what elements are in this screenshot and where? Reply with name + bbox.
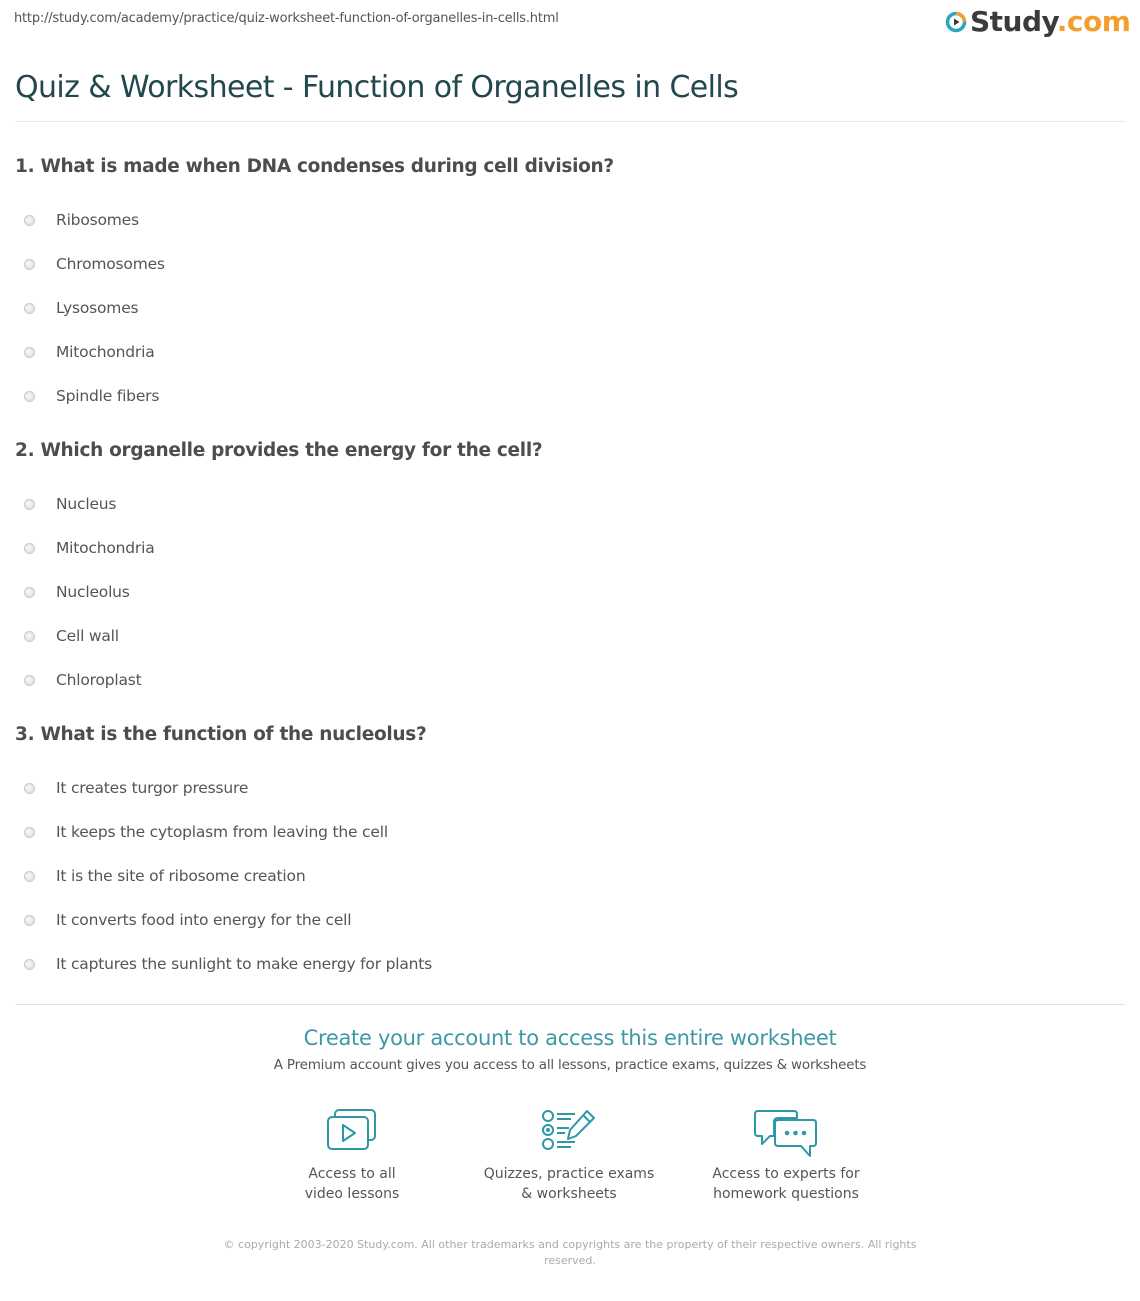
option-label: Chloroplast: [56, 671, 142, 689]
question-text: 3. What is the function of the nucleolus?: [15, 724, 427, 745]
feature-label: [686, 1164, 886, 1204]
option-label: Ribosomes: [56, 211, 139, 229]
feature-label: [252, 1164, 452, 1204]
answer-option[interactable]: [15, 242, 1115, 286]
answer-options: [15, 198, 1115, 418]
question-text: 1. What is made when DNA condenses during cell division?: [15, 156, 614, 177]
option-label: Nucleolus: [56, 583, 130, 601]
radio-button[interactable]: [24, 827, 35, 838]
radio-button[interactable]: [24, 499, 35, 510]
option-label: Chromosomes: [56, 255, 165, 273]
option-label: Nucleus: [56, 495, 117, 513]
answer-options: [15, 482, 1115, 702]
copyright-notice: © copyright 2003-2020 Study.com. All other trademarks and copyrights are the property of their respective owners. All rights reserved.: [223, 1238, 917, 1267]
answer-option[interactable]: [15, 898, 1115, 942]
feature-label-line: Access to all: [308, 1166, 396, 1182]
question-1: [15, 154, 1115, 418]
option-label: Lysosomes: [56, 299, 139, 317]
feature-label-line: homework questions: [713, 1186, 859, 1202]
play-circle-logo-icon: [945, 11, 967, 33]
radio-button[interactable]: [24, 543, 35, 554]
feature-label-line: video lessons: [304, 1186, 400, 1202]
radio-button[interactable]: [24, 959, 35, 970]
answer-option[interactable]: [15, 374, 1115, 418]
radio-button[interactable]: [24, 675, 35, 686]
study-logo[interactable]: [945, 5, 1131, 38]
radio-button[interactable]: [24, 303, 35, 314]
answer-option[interactable]: [15, 198, 1115, 242]
page-url: http://study.com/academy/practice/quiz-worksheet-function-of-organelles-in-cells.html: [14, 11, 559, 26]
create-account-link[interactable]: Create your account to access this entire worksheet: [303, 1026, 837, 1050]
radio-button[interactable]: [24, 215, 35, 226]
option-label: Mitochondria: [56, 539, 155, 557]
answer-option[interactable]: [15, 810, 1115, 854]
answer-option[interactable]: [15, 526, 1115, 570]
answer-options: [15, 766, 1115, 986]
radio-button[interactable]: [24, 631, 35, 642]
answer-option[interactable]: [15, 766, 1115, 810]
answer-option[interactable]: [15, 614, 1115, 658]
option-label: Spindle fibers: [56, 387, 160, 405]
logo-wordmark: [970, 5, 1131, 38]
logo-text: Study: [970, 5, 1057, 38]
option-label: Mitochondria: [56, 343, 155, 361]
option-label: It is the site of ribosome creation: [56, 867, 306, 885]
title-divider: [15, 121, 1125, 122]
option-label: It creates turgor pressure: [56, 779, 249, 797]
premium-description: A Premium account gives you access to all lessons, practice exams, quizzes & worksheets: [273, 1057, 867, 1073]
answer-option[interactable]: [15, 942, 1115, 986]
feature-quizzes: [469, 1108, 669, 1204]
radio-button[interactable]: [24, 915, 35, 926]
answer-option[interactable]: [15, 482, 1115, 526]
radio-button[interactable]: [24, 871, 35, 882]
feature-label-line: Access to experts for: [712, 1166, 860, 1182]
expert-chat-icon: [754, 1108, 818, 1160]
answer-option[interactable]: [15, 330, 1115, 374]
answer-option[interactable]: [15, 570, 1115, 614]
option-label: It keeps the cytoplasm from leaving the cell: [56, 823, 388, 841]
radio-button[interactable]: [24, 391, 35, 402]
answer-option[interactable]: [15, 658, 1115, 702]
answer-option[interactable]: [15, 854, 1115, 898]
quiz-checklist-icon: [541, 1108, 597, 1152]
option-label: It converts food into energy for the cell: [56, 911, 352, 929]
video-lessons-icon: [326, 1108, 378, 1152]
radio-button[interactable]: [24, 587, 35, 598]
option-label: It captures the sunlight to make energy for plants: [56, 955, 433, 973]
feature-label: [469, 1164, 669, 1204]
feature-label-line: & worksheets: [521, 1186, 617, 1202]
question-2: [15, 438, 1115, 702]
logo-suffix: .com: [1056, 5, 1131, 38]
feature-label-line: Quizzes, practice exams: [483, 1166, 655, 1182]
radio-button[interactable]: [24, 783, 35, 794]
answer-option[interactable]: [15, 286, 1115, 330]
section-divider: [15, 1004, 1125, 1005]
radio-button[interactable]: [24, 347, 35, 358]
question-3: [15, 722, 1115, 986]
feature-experts: [686, 1108, 886, 1204]
radio-button[interactable]: [24, 259, 35, 270]
page-title: Quiz & Worksheet - Function of Organelles in Cells: [15, 70, 739, 105]
question-text: 2. Which organelle provides the energy for the cell?: [15, 440, 543, 461]
option-label: Cell wall: [56, 627, 119, 645]
feature-video-lessons: [252, 1108, 452, 1204]
